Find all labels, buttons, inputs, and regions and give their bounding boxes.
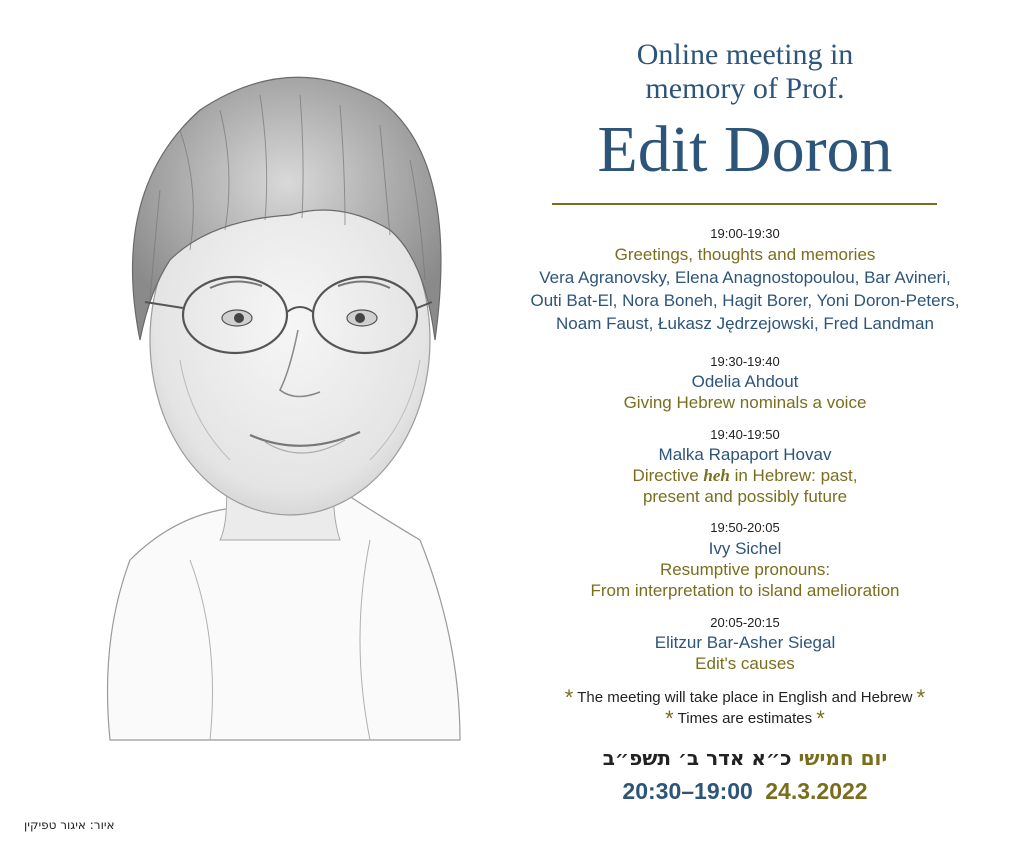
star-icon: * xyxy=(665,706,674,731)
session-talk-title: From interpretation to island amelioration xyxy=(590,581,900,600)
talk-italic: heh xyxy=(703,466,730,485)
session-talk-title: Resumptive pronouns: xyxy=(659,560,831,579)
session-speaker: Ivy Sichel xyxy=(708,539,782,558)
hebrew-date: כ״א אדר ב׳ תשפ״ב xyxy=(602,746,792,770)
session-time: 19:00-19:30 xyxy=(710,226,780,241)
event-date: 24.3.2022 xyxy=(765,778,868,804)
session-speaker: Malka Rapaport Hovav xyxy=(658,445,832,464)
talk-suffix: in Hebrew: past, xyxy=(729,466,858,485)
hebrew-day: יום חמישי xyxy=(798,746,888,770)
star-icon: * xyxy=(916,685,926,710)
estimate-note xyxy=(500,706,990,732)
language-note-text: The meeting will take place in English and Hebrew xyxy=(577,689,913,706)
illustration-credit: איור: איגור טפיקין xyxy=(24,818,115,832)
star-icon: * xyxy=(564,685,574,710)
session-time: 20:05-20:15 xyxy=(710,615,780,630)
title-line-2: memory of Prof. xyxy=(645,72,845,105)
session-time: 19:50-20:05 xyxy=(710,520,780,535)
session-time: 19:40-19:50 xyxy=(710,427,780,442)
event-datetime xyxy=(500,778,990,805)
session-speaker: Odelia Ahdout xyxy=(691,372,799,391)
estimate-note-text: Times are estimates xyxy=(677,710,813,727)
talk-prefix: Directive xyxy=(632,466,704,485)
honoree-name: Edit Doron xyxy=(597,113,893,186)
event-time-range: 20:30–19:00 xyxy=(622,778,753,804)
session-talk-title xyxy=(500,465,990,486)
portrait-illustration xyxy=(40,40,480,760)
session-time: 19:30-19:40 xyxy=(710,354,780,369)
speaker-list-line: Outi Bat-El, Nora Boneh, Hagit Borer, Yoni Doron-Peters, xyxy=(530,291,960,310)
speaker-list-line: Vera Agranovsky, Elena Anagnostopoulou, Bar Avineri, xyxy=(539,268,951,287)
session-speaker: Elitzur Bar-Asher Siegal xyxy=(654,633,836,652)
session-talk-title: present and possibly future xyxy=(642,487,848,506)
session-talk-title: Giving Hebrew nominals a voice xyxy=(623,393,867,412)
title-divider xyxy=(552,203,937,205)
speaker-list-line: Noam Faust, Łukasz Jędrzejowski, Fred Landman xyxy=(556,314,934,333)
title-line-1: Online meeting in xyxy=(636,38,854,71)
star-icon: * xyxy=(816,706,825,731)
session-talk-title: Edit's causes xyxy=(695,654,795,673)
session-title: Greetings, thoughts and memories xyxy=(614,245,876,264)
hebrew-date-line xyxy=(500,746,990,770)
